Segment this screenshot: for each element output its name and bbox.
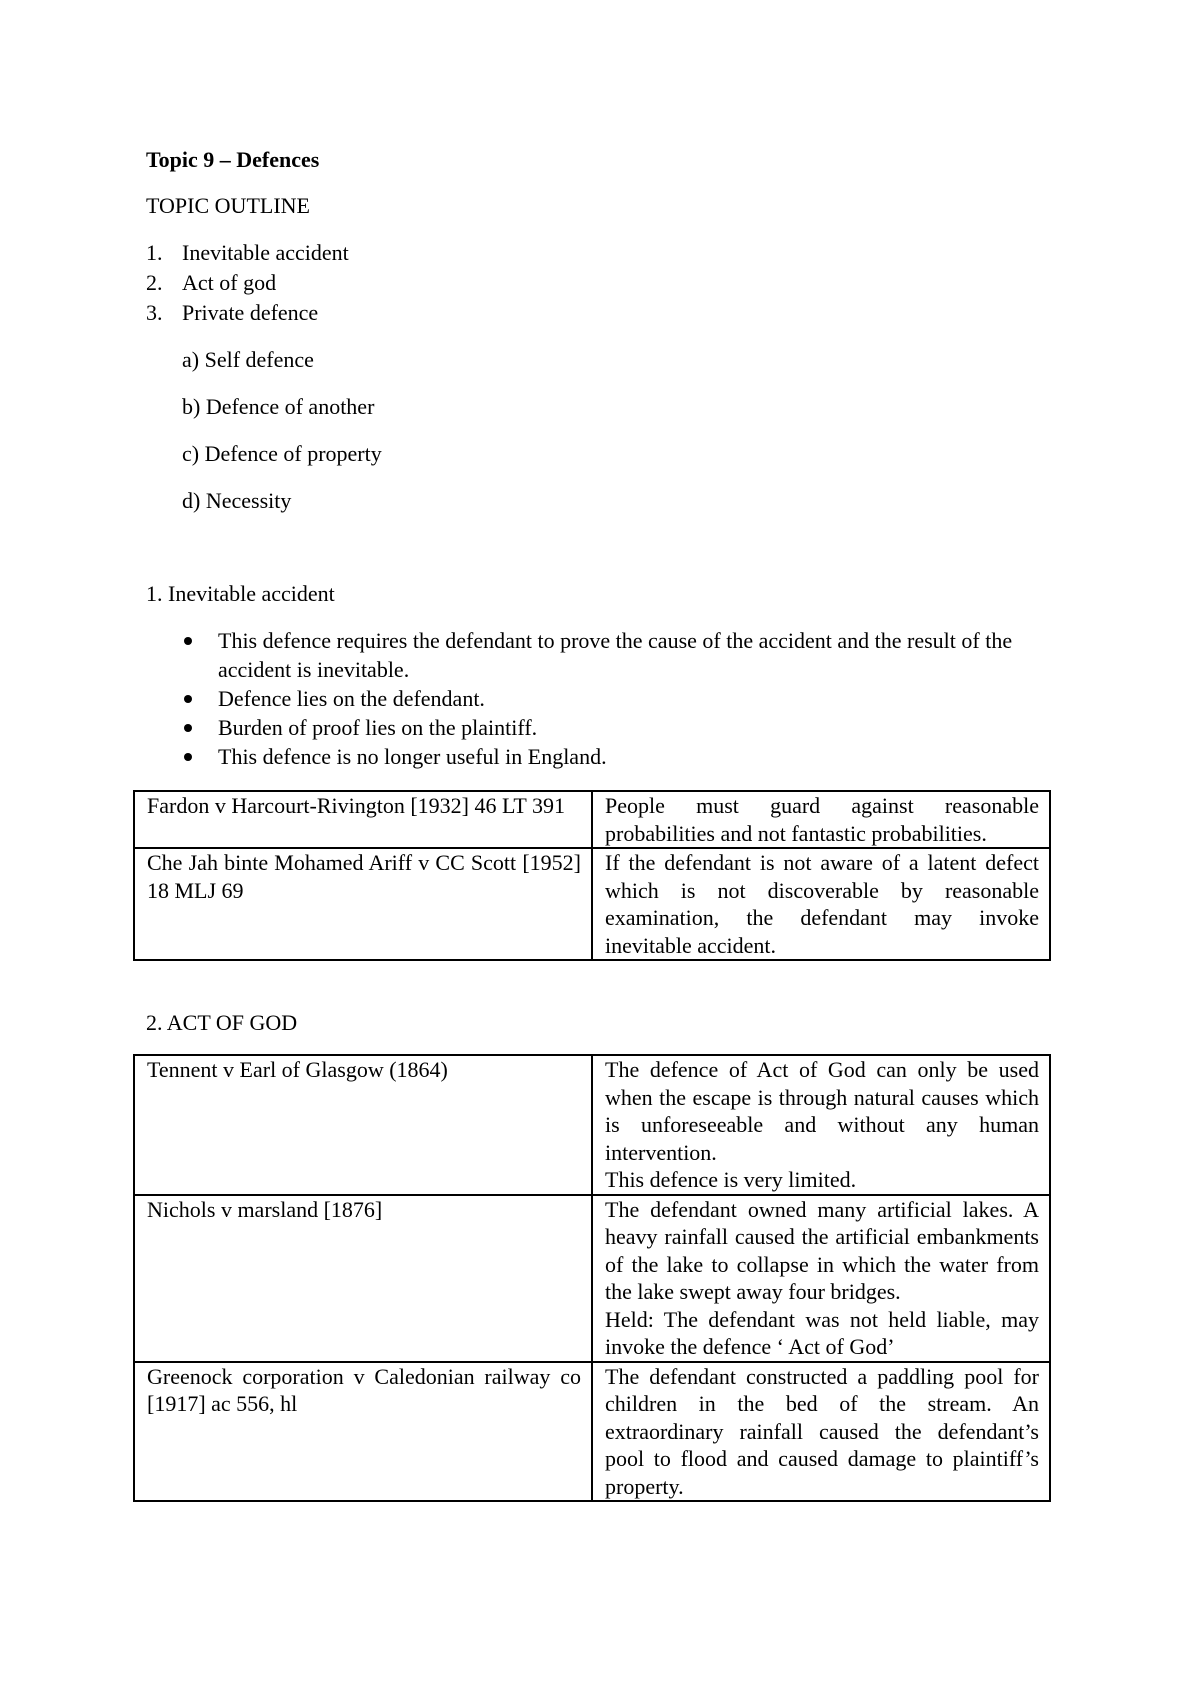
case-notes-cell xyxy=(592,1055,1050,1195)
bullet-text: Defence lies on the defendant. xyxy=(218,686,485,711)
sub-outline-item: d) Necessity xyxy=(182,488,292,513)
case-name-cell: Nichols v marsland [1876] xyxy=(134,1195,592,1362)
section-heading-inevitable-accident: 1. Inevitable accident xyxy=(146,581,335,606)
outline-item-number: 2. xyxy=(146,270,163,295)
case-notes-cell xyxy=(592,1195,1050,1362)
bullet-dot-icon xyxy=(184,753,192,761)
outline-item xyxy=(146,239,349,269)
case-note: If the defendant is not aware of a latent defect which is not discoverable by reasonable examination, the defendant may invoke inevitable accident. xyxy=(605,850,1039,958)
case-note: The defendant owned many artificial lakes. A heavy rainfall caused the artificial embankments of the lake to collapse in which the water from the lake swept away four bridges. xyxy=(605,1196,1039,1304)
outline-item-label: Act of god xyxy=(182,270,277,295)
case-note: People must guard against reasonable probabilities and not fantastic probabilities. xyxy=(605,793,1039,846)
bullet-item xyxy=(184,742,1064,771)
case-name-cell: Fardon v Harcourt-Rivington [1932] 46 LT 391 xyxy=(134,791,592,848)
table-row xyxy=(134,791,1050,848)
outline-item-number: 3. xyxy=(146,300,163,325)
case-name-cell: Che Jah binte Mohamed Ariff v CC Scott [1952] 18 MLJ 69 xyxy=(134,848,592,960)
table-row xyxy=(134,1362,1050,1502)
inevitable-accident-case-table xyxy=(133,790,1051,961)
bullet-dot-icon xyxy=(184,637,192,645)
table-row xyxy=(134,1195,1050,1362)
case-note: The defendant constructed a paddling pool for children in the bed of the stream. An extraordinary rainfall caused the defendant’s pool to flood and caused damage to plaintiff’s property. xyxy=(605,1363,1039,1499)
outline-heading: TOPIC OUTLINE xyxy=(146,193,310,218)
table-row xyxy=(134,1055,1050,1195)
case-note: Held: The defendant was not held liable, may invoke the defence ‘ Act of God’ xyxy=(605,1306,1039,1359)
bullet-item xyxy=(184,684,1064,713)
outline-item-label: Private defence xyxy=(182,300,319,325)
bullet-dot-icon xyxy=(184,724,192,732)
bullet-item xyxy=(184,626,1064,684)
topic-outline-list xyxy=(146,239,349,329)
outline-item-number: 1. xyxy=(146,240,163,265)
bullet-dot-icon xyxy=(184,695,192,703)
case-notes-cell xyxy=(592,1362,1050,1502)
outline-item xyxy=(146,269,349,299)
table-row xyxy=(134,848,1050,960)
section-heading-act-of-god: 2. ACT OF GOD xyxy=(146,1010,298,1035)
case-name-cell: Tennent v Earl of Glasgow (1864) xyxy=(134,1055,592,1195)
case-note: This defence is very limited. xyxy=(605,1167,857,1192)
private-defence-sublist xyxy=(182,346,382,534)
bullet-text: This defence requires the defendant to prove the cause of the accident and the result of the accident is inevitable. xyxy=(218,628,1013,682)
act-of-god-case-table xyxy=(133,1054,1051,1502)
sub-outline-item: b) Defence of another xyxy=(182,394,375,419)
outline-item xyxy=(146,299,349,329)
sub-outline-item: a) Self defence xyxy=(182,347,314,372)
bullet-text: Burden of proof lies on the plaintiff. xyxy=(218,715,538,740)
sub-outline-item: c) Defence of property xyxy=(182,441,382,466)
case-notes-cell xyxy=(592,848,1050,960)
case-notes-cell xyxy=(592,791,1050,848)
outline-item-label: Inevitable accident xyxy=(182,240,349,265)
case-note: The defence of Act of God can only be used when the escape is through natural causes which is unforeseeable and without any human intervention. xyxy=(605,1057,1039,1165)
bullet-text: This defence is no longer useful in England. xyxy=(218,744,607,769)
bullet-item xyxy=(184,713,1064,742)
case-name-cell: Greenock corporation v Caledonian railway co [1917] ac 556, hl xyxy=(134,1362,592,1502)
inevitable-accident-bullets xyxy=(184,626,1064,771)
page-title: Topic 9 – Defences xyxy=(146,147,320,172)
